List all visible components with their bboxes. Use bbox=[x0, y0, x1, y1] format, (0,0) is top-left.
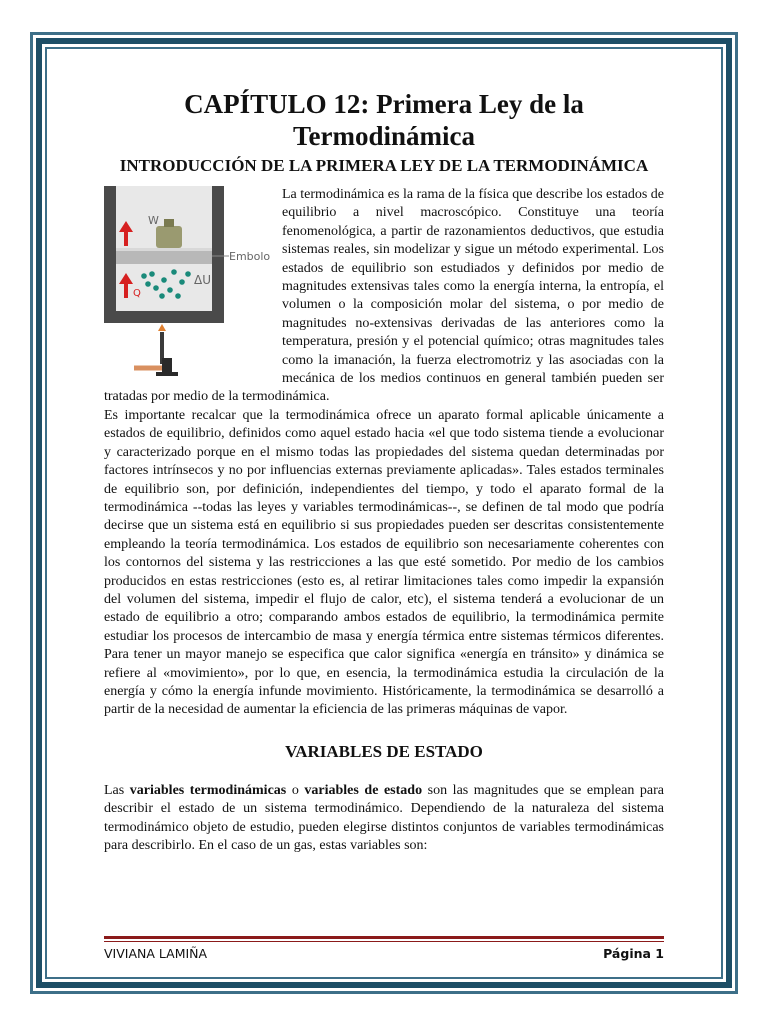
cylinder-left-wall bbox=[104, 186, 116, 321]
section-heading-variables: VARIABLES DE ESTADO bbox=[285, 741, 483, 761]
flame-icon bbox=[158, 324, 166, 331]
variables-bold-2: variables de estado bbox=[304, 782, 423, 798]
variables-text-1: Las bbox=[104, 782, 130, 798]
cylinder-right-wall bbox=[212, 186, 224, 321]
variables-text-3: son las magnitudes que se emplean para describir el estado de un sistema termodinámico. Dependiendo de la naturaleza del sistema termodinámico objeto de estudio, pueden elegirse distintos conjuntos de variables termodinámicas para describirlo. En el caso de un gas, estas variables son: bbox=[104, 782, 665, 853]
piston-diagram-svg bbox=[104, 186, 274, 386]
document-content bbox=[104, 88, 664, 855]
burner-icon bbox=[134, 324, 178, 376]
footer-rule bbox=[104, 936, 664, 942]
heat-label: Q bbox=[133, 288, 141, 299]
cylinder-base bbox=[104, 311, 224, 323]
intro-heading: INTRODUCCIÓN DE LA PRIMERA LEY DE LA TERMODINÁMICA bbox=[119, 156, 649, 175]
chapter-title: CAPÍTULO 12: Primera Ley de la Termodinámica bbox=[184, 89, 584, 151]
intro-paragraph-1: La termodinámica es la rama de la física que describe los estados de equilibrio a nivel macroscópico. Constituye una teoría fenomenológica, a partir de razonamientos deductivos, que estudia sistemas reales, sin modelizar y sigue un método experimental. Los estados de equilibrio son estudiados y definidos por medio de magnitudes extensivas tales como la energía interna, la entropía, el volumen o la composición molar del sistema, o por medio de magnitudes no-extensivas derivadas de las anteriores como la temperatura, presión y el potencial químico; otras magnitudes tales como la imanación, la fuerza electromotriz y las asociadas con la mecánica de los medios continuos en general también pueden ser tratadas por medio de la termodinámica. bbox=[104, 187, 664, 405]
variables-paragraph bbox=[104, 782, 664, 856]
footer-page-number: Página 1 bbox=[603, 946, 664, 961]
piston-diagram bbox=[104, 186, 274, 386]
page-footer bbox=[104, 946, 664, 961]
work-label: W bbox=[148, 214, 159, 227]
intro-paragraph-2: Es importante recalcar que la termodinámica ofrece un aparato formal aplicable únicamente a estados de equilibrio, definidos como aquel estado hacia «el que todo sistema tiende a evolucionar y caracterizado porque en el mismo todas las propiedades del sistema quedan determinadas por factores intrínsecos y no por influencias externas previamente aplicadas». Tales estados terminales de equilibrio son, por definición, independientes del tiempo, y todo el aparato formal de la termodinámica --todas las leyes y variables termodinámicas--, se definen de tal modo que podría decirse que un sistema está en equilibrio si sus propiedades pueden ser descritas consistentemente empleando la teoría termodinámica. Los estados de equilibrio son necesariamente coherentes con los contornos del sistema y las restricciones a las que esté sometido. Por medio de los cambios producidos en estas restricciones (esto es, al retirar limitaciones tales como impedir la expansión del volumen del sistema, impedir el flujo de calor, etc), el sistema tenderá a evolucionar de un estado de equilibrio a otro; comparando ambos estados de equilibrio, la termodinámica permite estudiar los procesos de intercambio de masa y energía térmica entre sistemas térmicos diferentes. Para tener un mayor manejo se especifica que calor significa «energía en tránsito» y dinámica se refiere al «movimiento», por lo que, en esencia, la termodinámica estudia la circulación de la energía y cómo la energía infunde movimiento. Históricamente, la termodinámica se desarrolló a partir de la necesidad de aumentar la eficiencia de las primeras máquinas de vapor. bbox=[104, 407, 664, 718]
weight-block bbox=[156, 226, 182, 248]
energy-label: ΔU bbox=[194, 273, 211, 287]
footer-author: VIVIANA LAMIÑA bbox=[104, 946, 208, 961]
weight-knob bbox=[164, 219, 174, 227]
variables-text-2: o bbox=[286, 782, 305, 798]
variables-bold-1: variables termodinámicas bbox=[129, 782, 287, 798]
intro-section bbox=[104, 186, 664, 720]
piston-label: Embolo bbox=[229, 250, 271, 263]
